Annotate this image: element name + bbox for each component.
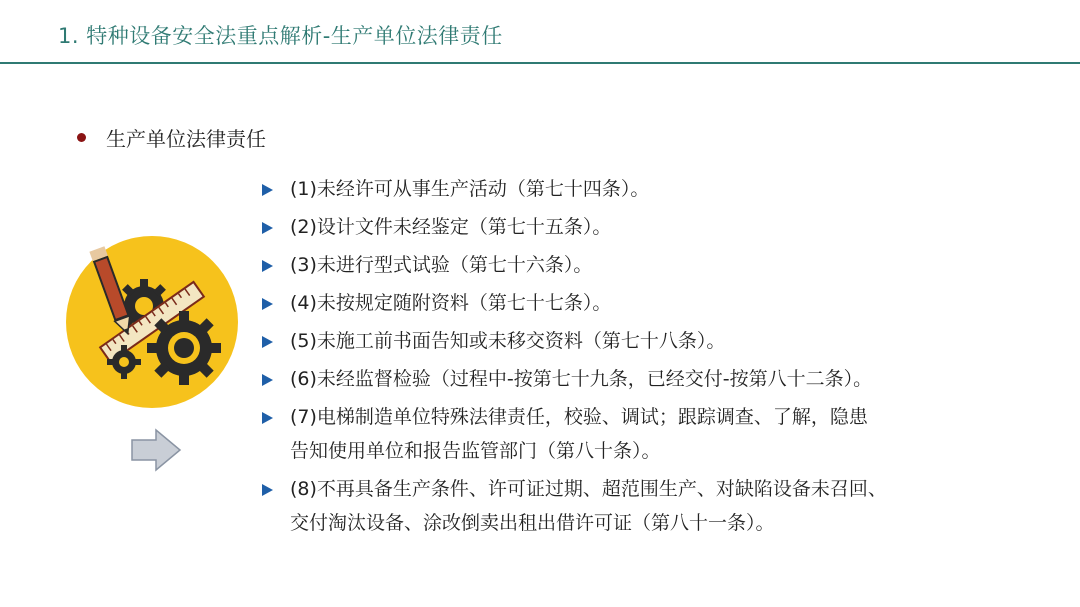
list-item (262, 210, 1022, 244)
triangle-bullet-icon (262, 374, 273, 386)
title-divider (0, 62, 1080, 64)
page-title: 1. 特种设备安全法重点解析-生产单位法律责任 (58, 24, 503, 48)
list-item-text: (4)未按规定随附资料（第七十七条）。 (290, 292, 612, 314)
list-item-text: (8)不再具备生产条件、许可证过期、超范围生产、对缺陷设备未召回、 交付淘汰设备、涂改倒卖出租出借许可证（第八十一条）。 (290, 478, 887, 534)
list-item-text: (3)未进行型式试验（第七十六条）。 (290, 254, 593, 276)
bullet-dot-icon (77, 133, 86, 142)
list-item (262, 362, 1022, 396)
list-item-text: (5)未施工前书面告知或未移交资料（第七十八条）。 (290, 330, 726, 352)
liability-item-list (262, 172, 1022, 544)
triangle-bullet-icon (262, 412, 273, 424)
list-item-text: (6)未经监督检验（过程中-按第七十九条，已经交付-按第八十二条）。 (290, 368, 873, 390)
list-item-text: (7)电梯制造单位特殊法律责任，校验、调试；跟踪调查、了解，隐患 告知使用单位和报告监管部门（第八十条）。 (290, 406, 868, 462)
pencil-ruler-gears-icon (66, 236, 238, 408)
list-item (262, 172, 1022, 206)
list-item (262, 400, 1022, 468)
triangle-bullet-icon (262, 184, 273, 196)
triangle-bullet-icon (262, 336, 273, 348)
section-heading (77, 123, 266, 152)
list-item (262, 248, 1022, 282)
triangle-bullet-icon (262, 260, 273, 272)
triangle-bullet-icon (262, 222, 273, 234)
list-item (262, 286, 1022, 320)
triangle-bullet-icon (262, 484, 273, 496)
list-item-text: (2)设计文件未经鉴定（第七十五条）。 (290, 216, 612, 238)
triangle-bullet-icon (262, 298, 273, 310)
list-item-text: (1)未经许可从事生产活动（第七十四条）。 (290, 178, 650, 200)
list-item (262, 324, 1022, 358)
list-item (262, 472, 1022, 540)
right-arrow-icon (130, 428, 182, 472)
section-heading-label: 生产单位法律责任 (106, 127, 266, 151)
